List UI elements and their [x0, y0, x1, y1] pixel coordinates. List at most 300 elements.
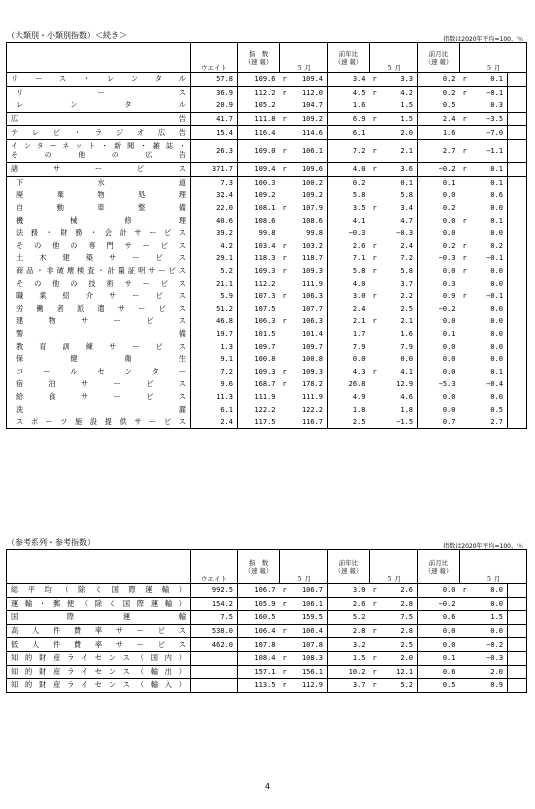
cell-y: 5.8 [328, 265, 370, 278]
cell-m: 0.0 [418, 315, 460, 328]
spacer-cell [508, 679, 527, 693]
cell-pf: r [282, 317, 287, 326]
cell-p: 109.2 [291, 189, 328, 202]
cell-w: 2.4 [191, 416, 238, 429]
cell-y: 4.1 [328, 214, 370, 227]
spacer-cell [508, 597, 527, 611]
cell-name: 警備 [7, 328, 191, 341]
cell-w [191, 679, 238, 693]
cell-w [191, 665, 238, 679]
cell-m: 0.0 [418, 353, 460, 366]
cell-y: 1.7 [328, 328, 370, 341]
cell-y: 1.6 [328, 99, 370, 112]
cell-name: 労働者派遣サービス [7, 303, 191, 316]
cell-i: 117.5 [238, 416, 280, 429]
cell-i: 105.2 [238, 99, 280, 112]
cell-mp: 0.0 [471, 303, 508, 316]
cell-w: 41.7 [191, 112, 238, 126]
cell-i: 106.3 [238, 315, 280, 328]
cell-yp: 2.1 [381, 139, 418, 162]
cell-w: 51.2 [191, 303, 238, 316]
cell-yp: 4.1 [381, 365, 418, 378]
cell-yf: r [372, 241, 377, 250]
cell-i: 109.2 [238, 189, 280, 202]
cell-name: 建物サービス [7, 315, 191, 328]
cell-mf: r [462, 216, 467, 225]
cell-yp: 2.0 [381, 651, 418, 665]
cell-m: 0.0 [418, 265, 460, 278]
cell-mf [460, 328, 471, 341]
cell-m: 0.5 [418, 679, 460, 693]
cell-yp: 7.9 [381, 340, 418, 353]
cell-y: 1.5 [328, 651, 370, 665]
cell-mf [460, 403, 471, 416]
table-row [7, 378, 527, 391]
spacer-cell [508, 126, 527, 140]
cell-yp: 5.8 [381, 189, 418, 202]
cell-y: 7.1 [328, 252, 370, 265]
header-weight: ウエイト [191, 550, 238, 584]
cell-mf [460, 303, 471, 316]
cell-y: 26.8 [328, 378, 370, 391]
cell-w: 6.1 [191, 403, 238, 416]
cell-w: 19.7 [191, 328, 238, 341]
cell-mp: −0.1 [471, 290, 508, 303]
cell-pf: r [282, 380, 287, 389]
cell-m: 0.0 [418, 189, 460, 202]
cell-i: 109.6 [238, 73, 280, 87]
cell-yp: 4.7 [381, 214, 418, 227]
cell-yp: 2.5 [381, 303, 418, 316]
cell-mp: 0.9 [471, 679, 508, 693]
table-row [7, 112, 527, 126]
cell-yp: 2.0 [381, 126, 418, 140]
cell-mf [460, 227, 471, 240]
cell-w: 7.3 [191, 176, 238, 189]
spacer-cell [508, 214, 527, 227]
cell-mf: r [460, 584, 471, 598]
cell-y: 3.4 [328, 73, 370, 87]
cell-m: 0.2 [418, 240, 460, 253]
cell-mp: −0.1 [471, 86, 508, 99]
cell-mf [460, 624, 471, 638]
cell-pf [280, 176, 291, 189]
cell-p: 178.2 [291, 378, 328, 391]
section2-title: （参考系列・参考指数） [7, 538, 95, 547]
cell-m: 0.2 [418, 86, 460, 99]
header-item [7, 550, 191, 584]
cell-w [191, 651, 238, 665]
cell-yf [370, 638, 381, 652]
cell-m: −5.3 [418, 378, 460, 391]
cell-mf [460, 665, 471, 679]
cell-mp: 0.1 [471, 214, 508, 227]
cell-p: 111.9 [291, 277, 328, 290]
cell-m: 0.5 [418, 99, 460, 112]
cell-y: 0.2 [328, 176, 370, 189]
cell-p: 108.6 [291, 214, 328, 227]
cell-y: 4.0 [328, 162, 370, 176]
cell-w: 5.9 [191, 290, 238, 303]
cell-pf [280, 277, 291, 290]
cell-yp: 3.7 [381, 277, 418, 290]
cell-yf: r [370, 162, 381, 176]
cell-mf: r [460, 112, 471, 126]
cell-w: 5.2 [191, 265, 238, 278]
cell-pf: r [280, 624, 291, 638]
header-index: 指 数 （速 報） [238, 43, 280, 73]
cell-y: 0.0 [328, 353, 370, 366]
cell-mp: 0.6 [471, 189, 508, 202]
cell-yf [370, 227, 381, 240]
cell-yf [370, 416, 381, 429]
cell-yp: −0.3 [381, 227, 418, 240]
cell-mp: −0.2 [471, 638, 508, 652]
table-row [7, 277, 527, 290]
cell-yp: 3.4 [381, 202, 418, 215]
cell-m: 0.7 [418, 416, 460, 429]
spacer-cell [508, 202, 527, 215]
header-mom-may: ５ 月 [460, 550, 527, 584]
cell-yf [370, 176, 381, 189]
cell-yf: r [370, 584, 381, 598]
cell-y: 3.0 [328, 290, 370, 303]
cell-name: 洗濯 [7, 403, 191, 416]
cell-p: 114.6 [291, 126, 328, 140]
cell-mp: −0.1 [471, 252, 508, 265]
cell-w: 4.2 [191, 240, 238, 253]
cell-y: 3.0 [328, 584, 370, 598]
table-row [7, 303, 527, 316]
cell-mf: r [460, 86, 471, 99]
cell-pf [280, 126, 291, 140]
cell-mf [460, 126, 471, 140]
cell-yf: r [370, 112, 381, 126]
cell-y: 3.5 [328, 202, 370, 215]
cell-w: 538.0 [191, 624, 238, 638]
subcategory-index-table [6, 42, 527, 429]
cell-pf: r [280, 584, 291, 598]
cell-mf [460, 638, 471, 652]
cell-p: 122.2 [291, 403, 328, 416]
cell-i: 107.5 [238, 303, 280, 316]
cell-m: −0.3 [418, 252, 460, 265]
spacer-cell [508, 624, 527, 638]
cell-name: 職業紹介サービス [7, 290, 191, 303]
spacer-cell [508, 303, 527, 316]
cell-yp: 2.8 [381, 597, 418, 611]
cell-mf [460, 651, 471, 665]
cell-w: 20.9 [191, 99, 238, 112]
cell-y: 3.7 [328, 679, 370, 693]
cell-yp: −1.5 [381, 416, 418, 429]
cell-mp: 0.1 [471, 162, 508, 176]
cell-name: 広告 [7, 112, 191, 126]
cell-y: 5.8 [328, 189, 370, 202]
cell-name: 教育訓練サービス [7, 340, 191, 353]
cell-m: −0.2 [418, 303, 460, 316]
cell-yp: 2.6 [381, 584, 418, 598]
cell-name: その他の専門サービス [7, 240, 191, 253]
header-mom: 前月比 （速 報） [418, 43, 460, 73]
cell-p: 112.0 [291, 86, 328, 99]
cell-mf [460, 416, 471, 429]
cell-mf: r [462, 241, 467, 250]
cell-yf: r [370, 651, 381, 665]
cell-mp: 0.0 [471, 353, 508, 366]
cell-p: 106.7 [291, 584, 328, 598]
cell-m: 0.0 [418, 584, 460, 598]
cell-mp: −0.4 [471, 378, 508, 391]
cell-pf [280, 99, 291, 112]
cell-mf: r [462, 267, 467, 276]
cell-mp: 0.0 [471, 597, 508, 611]
table-row [7, 391, 527, 404]
cell-m: 0.0 [418, 214, 460, 227]
cell-m: 0.3 [418, 277, 460, 290]
cell-m: 0.1 [418, 328, 460, 341]
cell-p: 108.3 [291, 651, 328, 665]
cell-name: 国際運輸 [7, 611, 191, 625]
cell-yp: 0.1 [381, 176, 418, 189]
cell-yp: 0.0 [381, 353, 418, 366]
cell-y: 4.9 [328, 391, 370, 404]
cell-m: 0.9 [418, 290, 460, 303]
table-row [7, 139, 527, 162]
cell-yf [370, 611, 381, 625]
spacer-cell [508, 365, 527, 378]
cell-w: 39.2 [191, 227, 238, 240]
cell-mp: 2.7 [471, 416, 508, 429]
cell-yf [370, 214, 381, 227]
spacer-cell [508, 265, 527, 278]
cell-mp: 0.0 [471, 584, 508, 598]
cell-yf: r [372, 204, 377, 213]
cell-i: 108.6 [238, 214, 280, 227]
cell-name: 自動車整備 [7, 202, 191, 215]
spacer-cell [508, 328, 527, 341]
header-may: ５ 月 [280, 550, 328, 584]
cell-p: 156.1 [291, 665, 328, 679]
cell-p: 101.4 [291, 328, 328, 341]
cell-i: 157.1 [238, 665, 280, 679]
cell-w: 22.0 [191, 202, 238, 215]
cell-yp: 5.8 [381, 265, 418, 278]
cell-p: 109.7 [291, 340, 328, 353]
cell-i: 107.3 [238, 290, 280, 303]
cell-yf: r [372, 292, 377, 301]
cell-i: 160.5 [238, 611, 280, 625]
cell-name: 知的財産ライセンス（輸入） [7, 679, 191, 693]
table-row [7, 665, 527, 679]
table-row [7, 651, 527, 665]
cell-mp: 0.0 [471, 315, 508, 328]
cell-pf: r [282, 292, 287, 301]
cell-m: 0.1 [418, 176, 460, 189]
cell-m: 0.0 [418, 403, 460, 416]
cell-w: 29.1 [191, 252, 238, 265]
cell-mp: −1.1 [471, 139, 508, 162]
cell-mf: r [460, 162, 471, 176]
cell-m: 0.0 [418, 365, 460, 378]
table-row [7, 328, 527, 341]
cell-p: 106.1 [291, 139, 328, 162]
cell-w: 9.1 [191, 353, 238, 366]
cell-mf [460, 679, 471, 693]
cell-name: 知的財産ライセンス（輸出） [7, 665, 191, 679]
cell-yf: r [372, 267, 377, 276]
cell-pf: r [282, 204, 287, 213]
cell-p: 100.2 [291, 176, 328, 189]
cell-m: 0.0 [418, 227, 460, 240]
spacer-cell [508, 378, 527, 391]
cell-p: 109.3 [291, 265, 328, 278]
cell-name: レンタル [7, 99, 191, 112]
cell-w: 26.3 [191, 139, 238, 162]
cell-pf: r [280, 86, 291, 99]
cell-yf [370, 303, 381, 316]
cell-yp: 5.2 [381, 679, 418, 693]
cell-name: 給食サービス [7, 391, 191, 404]
cell-yf: r [372, 317, 377, 326]
cell-w: 21.1 [191, 277, 238, 290]
spacer-cell [508, 416, 527, 429]
cell-yp: 4.6 [381, 391, 418, 404]
cell-m: 0.0 [418, 624, 460, 638]
cell-yf [370, 189, 381, 202]
cell-mf [460, 277, 471, 290]
cell-name: 低人件費率サービス [7, 638, 191, 652]
cell-mp: 0.1 [471, 176, 508, 189]
cell-p: 109.2 [291, 112, 328, 126]
cell-yp: 4.2 [381, 86, 418, 99]
cell-m: 0.0 [418, 638, 460, 652]
cell-i: 109.0 [238, 139, 280, 162]
cell-yp: 12.9 [381, 378, 418, 391]
spacer-cell [508, 176, 527, 189]
cell-pf: r [280, 162, 291, 176]
cell-pf: r [282, 367, 287, 376]
cell-pf [280, 403, 291, 416]
header-mom: 前月比 （速 報） [418, 550, 460, 584]
cell-name: 土木建築サービス [7, 252, 191, 265]
cell-mf [460, 189, 471, 202]
table-row [7, 403, 527, 416]
cell-y: 2.1 [328, 315, 370, 328]
table-row [7, 597, 527, 611]
cell-name: 運輸・郵便（除く国際運輸） [7, 597, 191, 611]
table-row [7, 227, 527, 240]
cell-mf [460, 353, 471, 366]
cell-yf: r [370, 73, 381, 87]
spacer-cell [508, 665, 527, 679]
cell-name: コールセンター [7, 365, 191, 378]
cell-pf [280, 340, 291, 353]
cell-w: 462.0 [191, 638, 238, 652]
cell-yf: r [370, 86, 381, 99]
table-row [7, 584, 527, 598]
cell-y: 7.9 [328, 340, 370, 353]
table-row [7, 638, 527, 652]
cell-pf: r [280, 651, 291, 665]
table-row [7, 240, 527, 253]
table-row [7, 86, 527, 99]
cell-name: インターネット・新聞・雑誌・ その他の広告 [7, 139, 191, 162]
cell-y: 2.6 [328, 240, 370, 253]
cell-yf [370, 126, 381, 140]
spacer-cell [508, 611, 527, 625]
cell-mp: 0.0 [471, 227, 508, 240]
section2-unit-note: 指数は2020年平均=100、％ [443, 543, 523, 550]
cell-name: 高人件費率サービス [7, 624, 191, 638]
header-yoy-may: ５ 月 [370, 43, 418, 73]
cell-mf [460, 340, 471, 353]
cell-i: 116.4 [238, 126, 280, 140]
cell-yf: r [372, 254, 377, 263]
cell-yp: 2.4 [381, 240, 418, 253]
cell-i: 109.4 [238, 162, 280, 176]
spacer-cell [508, 277, 527, 290]
cell-mf [460, 176, 471, 189]
reference-index-table [6, 549, 527, 693]
cell-m: 0.2 [418, 202, 460, 215]
section1-unit-note: 指数は2020年平均=100、％ [443, 36, 523, 43]
cell-mf [460, 202, 471, 215]
table-row [7, 73, 527, 87]
cell-yf [370, 378, 381, 391]
cell-pf [280, 416, 291, 429]
cell-mp: 0.0 [471, 391, 508, 404]
cell-w: 46.8 [191, 315, 238, 328]
cell-mp: 0.1 [471, 365, 508, 378]
spacer-cell [508, 73, 527, 87]
spacer-cell [508, 240, 527, 253]
cell-w: 992.5 [191, 584, 238, 598]
spacer-cell [508, 290, 527, 303]
cell-y: 6.1 [328, 126, 370, 140]
cell-w: 57.8 [191, 73, 238, 87]
table-row [7, 611, 527, 625]
cell-name: 下水道 [7, 176, 191, 189]
cell-m: 0.0 [418, 391, 460, 404]
cell-i: 108.4 [238, 651, 280, 665]
header-index: 指 数 （速 報） [238, 550, 280, 584]
cell-mf [460, 391, 471, 404]
spacer-cell [508, 315, 527, 328]
cell-pf: r [282, 241, 287, 250]
cell-y: 5.2 [328, 611, 370, 625]
cell-mp: 0.0 [471, 265, 508, 278]
section1-title: （大類別・小類別指数）＜続き＞ [7, 31, 127, 40]
cell-yf [370, 403, 381, 416]
cell-pf [280, 303, 291, 316]
cell-mp: 0.2 [471, 240, 508, 253]
cell-i: 111.8 [238, 112, 280, 126]
cell-y: 2.8 [328, 624, 370, 638]
cell-mp: 0.0 [471, 277, 508, 290]
cell-yp: 2.5 [381, 638, 418, 652]
cell-p: 111.9 [291, 391, 328, 404]
cell-m: 0.6 [418, 611, 460, 625]
cell-name: 商品・非破壊検査・計量証明サービス [7, 265, 191, 278]
cell-mf [460, 611, 471, 625]
cell-p: 106.4 [291, 624, 328, 638]
cell-mp: 0.3 [471, 99, 508, 112]
spacer-cell [508, 340, 527, 353]
cell-p: 109.4 [291, 73, 328, 87]
cell-mf: r [460, 73, 471, 87]
cell-i: 105.9 [238, 597, 280, 611]
